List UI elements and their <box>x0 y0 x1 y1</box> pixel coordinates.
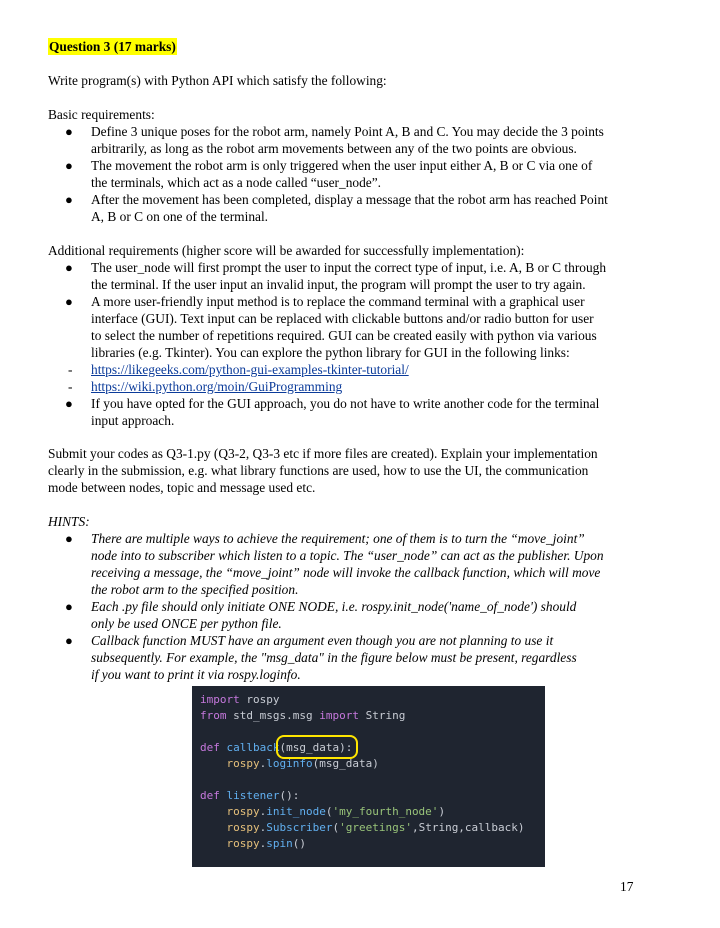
basic-bullet-2-line: the terminals, which act as a node called “user_node”. <box>91 175 382 190</box>
link-likegeeks-tkinter[interactable]: https://likegeeks.com/python-gui-examples-tkinter-tutorial/ <box>91 362 409 377</box>
code-token: ( <box>325 805 333 818</box>
code-token: rospy <box>200 821 260 834</box>
code-token: std_msgs.msg <box>226 709 320 722</box>
code-token: rospy <box>200 757 260 770</box>
page-number: 17 <box>620 879 634 894</box>
bullet-icon: ● <box>65 294 73 309</box>
code-line <box>200 788 299 804</box>
code-token: loginfo <box>266 757 313 770</box>
hint-1-line: receiving a message, the “move_joint” node will invoke the callback function, which will move <box>91 565 601 580</box>
bullet-icon: ● <box>65 531 73 546</box>
hint-3-line: Callback function MUST have an argument even though you are not planning to use it <box>91 633 554 648</box>
additional-bullet-2-line: interface (GUI). Text input can be replaced with clickable buttons and/or radio button for user <box>91 311 594 326</box>
dash-marker: - <box>68 379 73 394</box>
bullet-icon: ● <box>65 599 73 614</box>
code-token: import <box>200 693 240 706</box>
code-token: (): <box>279 789 300 802</box>
code-token: () <box>292 837 306 850</box>
code-screenshot <box>192 686 545 867</box>
submit-line: Submit your codes as Q3-1.py (Q3-2, Q3-3 etc if more files are created). Explain your implementation <box>48 446 598 461</box>
hint-2-line: Each .py file should only initiate ONE NODE, i.e. rospy.init_node('name_of_node') should <box>91 599 577 614</box>
bullet-icon: ● <box>65 260 73 275</box>
code-token: listener <box>219 789 280 802</box>
code-token: spin <box>266 837 293 850</box>
code-token: ( <box>332 821 340 834</box>
code-token: rospy <box>200 837 260 850</box>
code-token: def <box>200 789 220 802</box>
hint-3-line: if you want to print it via rospy.loginfo. <box>91 667 301 682</box>
hints-title: HINTS: <box>48 514 90 529</box>
code-token: (msg_data) <box>312 757 379 770</box>
basic-bullet-1-line: Define 3 unique poses for the robot arm, namely Point A, B and C. You may decide the 3 points <box>91 124 604 139</box>
code-token: . <box>259 821 267 834</box>
code-token: String <box>358 709 406 722</box>
code-token: Subscriber <box>266 821 333 834</box>
bullet-icon: ● <box>65 633 73 648</box>
code-line <box>200 836 306 852</box>
additional-bullet-3-line: If you have opted for the GUI approach, you do not have to write another code for the terminal <box>91 396 600 411</box>
code-token: . <box>259 805 267 818</box>
code-token: def <box>200 741 220 754</box>
code-token: ) <box>438 805 446 818</box>
submit-line: clearly in the submission, e.g. what library functions are used, how to use the UI, the communication <box>48 463 589 478</box>
additional-bullet-1-line: The user_node will first prompt the user to input the correct type of input, i.e. A, B or C through <box>91 260 607 275</box>
hint-1-line: the robot arm to the specified position. <box>91 582 299 597</box>
code-token: 'greetings' <box>339 821 412 834</box>
argument-highlight-box <box>276 735 358 759</box>
code-line <box>200 692 280 708</box>
basic-bullet-2-line: The movement the robot arm is only triggered when the user input either A, B or C via one of <box>91 158 593 173</box>
basic-bullet-3-line: A, B or C on one of the terminal. <box>91 209 269 224</box>
hint-2-line: only be used ONCE per python file. <box>91 616 282 631</box>
additional-bullet-2-line: A more user-friendly input method is to replace the command terminal with a graphical user <box>91 294 585 309</box>
additional-bullet-2-line: libraries (e.g. Tkinter). You can explore the python library for GUI in the following links: <box>91 345 570 360</box>
link-python-wiki-gui[interactable]: https://wiki.python.org/moin/GuiProgramming <box>91 379 343 394</box>
basic-bullet-1-line: arbitrarily, as long as the robot arm movements between any of the two points are obvious. <box>91 141 577 156</box>
code-token: . <box>259 837 267 850</box>
additional-bullet-3-line: input approach. <box>91 413 175 428</box>
submit-line: mode between nodes, topic and message used etc. <box>48 480 316 495</box>
additional-bullet-1-line: the terminal. If the user input an invalid input, the program will prompt the user to try again. <box>91 277 586 292</box>
code-line <box>200 708 405 724</box>
code-token: callback <box>219 741 280 754</box>
code-token: init_node <box>266 805 326 818</box>
code-token: rospy <box>200 805 260 818</box>
hint-1-line: node into to subscriber which listen to a topic. The “user_node” can act as the publisher. Upon <box>91 548 604 563</box>
code-line <box>200 804 445 820</box>
question-heading: Question 3 (17 marks) <box>49 39 176 54</box>
code-token: import <box>319 709 359 722</box>
code-token: . <box>259 757 267 770</box>
hint-3-line: subsequently. For example, the "msg_data" in the figure below must be present, regardless <box>91 650 577 665</box>
basic-bullet-3-line: After the movement has been completed, display a message that the robot arm has reached Point <box>91 192 608 207</box>
additional-bullet-2-line: to select the number of repetitions required. GUI can be created easily with python via various <box>91 328 597 343</box>
bullet-icon: ● <box>65 192 73 207</box>
bullet-icon: ● <box>65 396 73 411</box>
hint-1-line: There are multiple ways to achieve the requirement; one of them is to turn the “move_joint” <box>91 531 585 546</box>
additional-requirements-title: Additional requirements (higher score will be awarded for successfully implementation): <box>48 243 525 258</box>
code-token: (msg_data): <box>279 741 353 754</box>
intro-text: Write program(s) with Python API which satisfy the following: <box>48 73 387 88</box>
dash-marker: - <box>68 362 73 377</box>
basic-requirements-title: Basic requirements: <box>48 107 155 122</box>
bullet-icon: ● <box>65 124 73 139</box>
code-token: from <box>200 709 227 722</box>
code-token: ,String,callback) <box>411 821 525 834</box>
bullet-icon: ● <box>65 158 73 173</box>
code-token: 'my_fourth_node' <box>332 805 439 818</box>
code-token: rospy <box>239 693 280 706</box>
code-line <box>200 820 525 836</box>
